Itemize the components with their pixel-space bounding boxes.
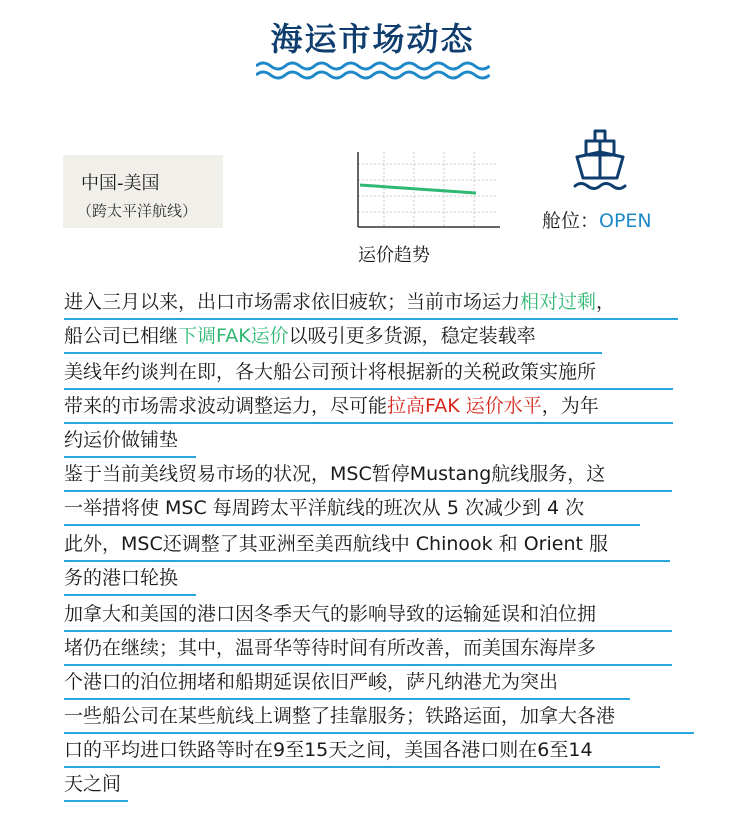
text-line: 一些船公司在某些航线上调整了挂靠服务；铁路运面，加拿大各港	[64, 702, 694, 735]
trend-line	[360, 185, 476, 193]
cabin-value: OPEN	[599, 210, 652, 232]
text-line: 天之间	[64, 770, 128, 803]
text-line: 务的港口轮换	[64, 564, 196, 597]
text-line: 此外，MSC还调整了其亚洲至美西航线中 Chinook 和 Orient 服	[64, 530, 670, 563]
route-card	[63, 155, 223, 228]
text-line: 美线年约谈判在即，各大船公司预计将根据新的关税政策实施所	[64, 358, 673, 391]
ship-icon	[572, 128, 628, 194]
cabin-status	[542, 206, 652, 233]
text-line: 约运价做铺垫	[64, 426, 196, 459]
freight-trend-chart	[354, 150, 502, 232]
text-line: 口的平均进口铁路等时在9至15天之间，美国各港口则在6至14	[64, 736, 660, 769]
cabin-label: 舱位：	[542, 210, 600, 232]
text-line: 进入三月以来，出口市场需求依旧疲软；当前市场运力相对过剩，	[64, 288, 678, 321]
text-line: 鉴于当前美线贸易市场的状况，MSC暂停Mustang航线服务，这	[64, 460, 672, 493]
text-line: 船公司已相继下调FAK运价以吸引更多货源，稳定装载率	[64, 322, 602, 355]
text-line: 一举措将使 MSC 每周跨太平洋航线的班次从 5 次减少到 4 次	[64, 494, 640, 527]
text-line: 带来的市场需求波动调整运力，尽可能拉高FAK 运价水平，为年	[64, 392, 673, 425]
text-line: 堵仍在继续；其中，温哥华等待时间有所改善，而美国东海岸多	[64, 634, 672, 667]
text-line: 个港口的泊位拥堵和船期延误依旧严峻，萨凡纳港尤为突出	[64, 668, 630, 701]
page-title: 海运市场动态	[270, 20, 475, 58]
text-line: 加拿大和美国的港口因冬季天气的影响导致的运输延误和泊位拥	[64, 600, 672, 633]
trend-label: 运价趋势	[358, 245, 430, 266]
highlight-green: 相对过剩	[520, 291, 597, 313]
highlight-red: 拉高FAK 运价水平	[387, 395, 542, 417]
highlight-green: 下调FAK运价	[178, 325, 289, 347]
route-name: 中国-美国	[81, 173, 160, 194]
wave-decoration	[256, 60, 490, 80]
route-subtitle: （跨太平洋航线）	[77, 202, 198, 220]
